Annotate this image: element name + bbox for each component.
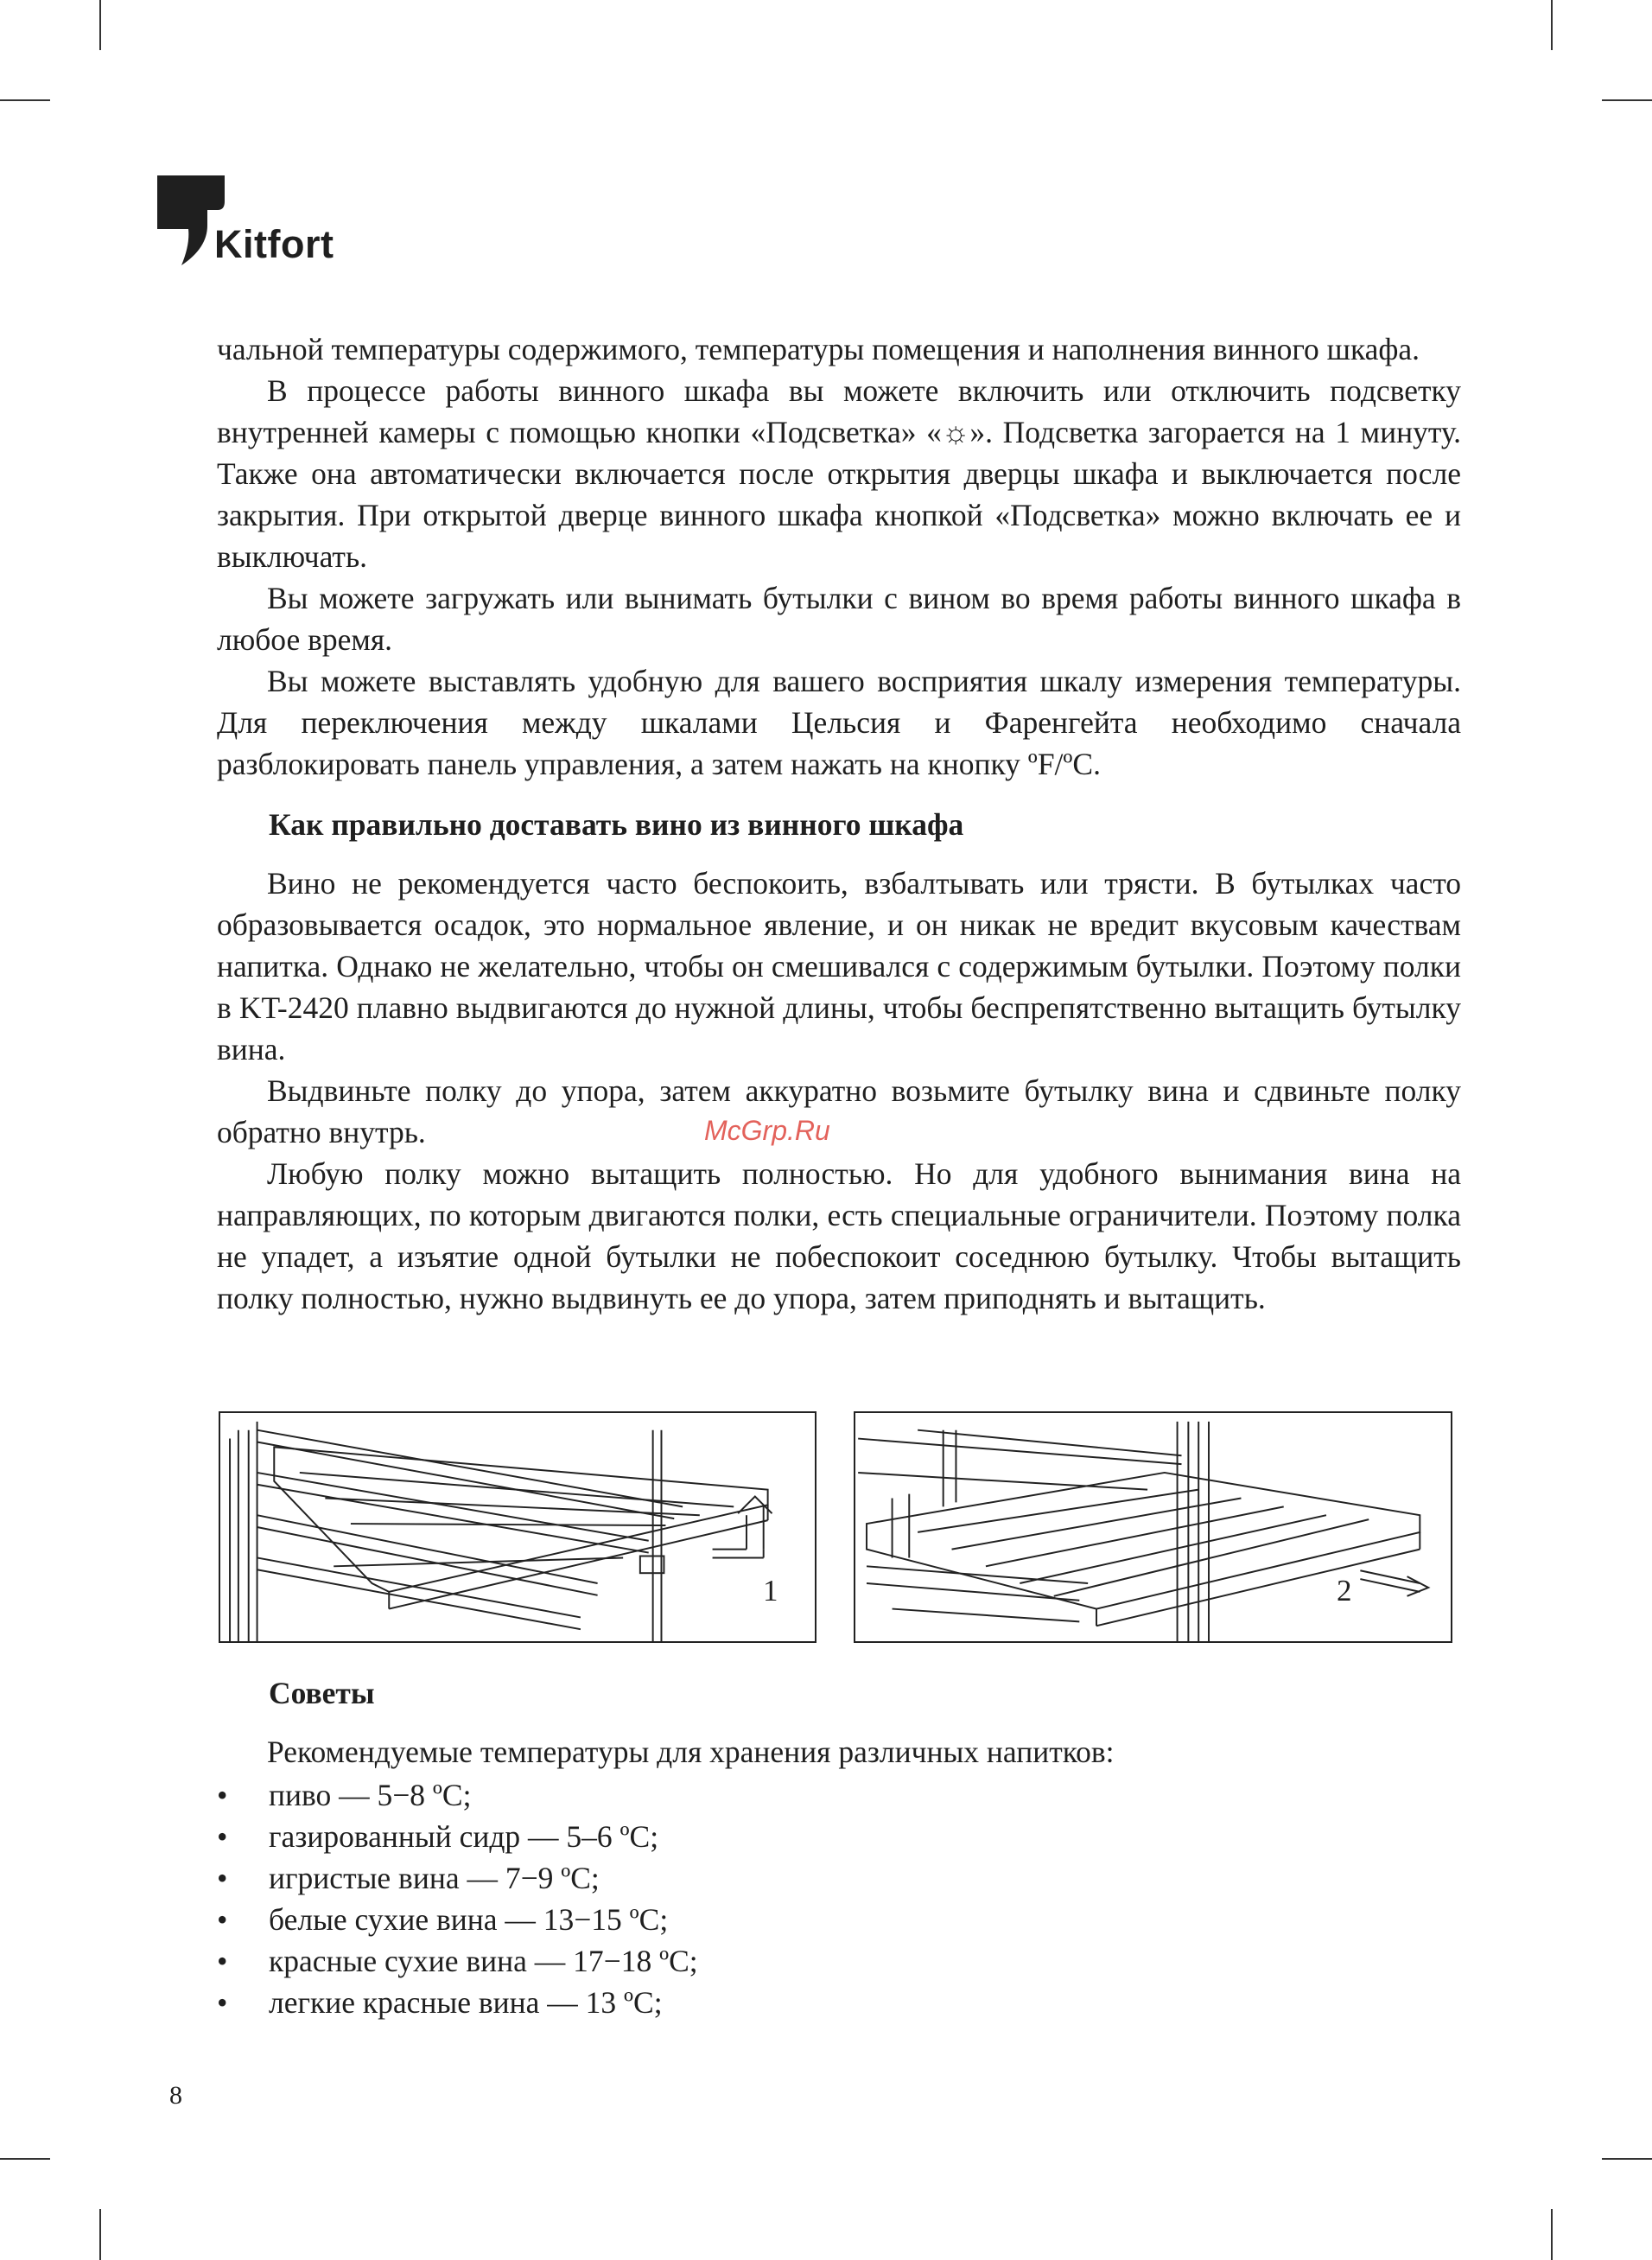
tips-section bbox=[217, 1672, 1461, 2023]
figure-number: 2 bbox=[1337, 1574, 1352, 1607]
paragraph: чальной температуры содержимого, температуры помещения и наполнения винного шкафа. bbox=[217, 332, 1420, 366]
list-item-text: легкие красные вина — 13 ºC; bbox=[269, 1985, 663, 2020]
crop-mark bbox=[0, 99, 50, 101]
list-item bbox=[217, 1940, 1461, 1982]
list-item bbox=[217, 1899, 1461, 1940]
crop-mark bbox=[1551, 0, 1553, 50]
bullet: • bbox=[217, 1778, 228, 1812]
page-number: 8 bbox=[169, 2081, 182, 2110]
bullet: • bbox=[217, 1819, 228, 1854]
figures-row bbox=[219, 1411, 1452, 1643]
list-item-text: игристые вина — 7−9 ºC; bbox=[269, 1861, 600, 1895]
crop-mark bbox=[1602, 2158, 1652, 2160]
brand-logo bbox=[157, 175, 356, 271]
paragraph: Вы можете выставлять удобную для вашего восприятия шкалу измерения температуры. Для переключения между шкалами Цельсия и Фаренгейта необходимо сначала разблокировать панель управления, а затем нажать на кнопку ºF/ºC. bbox=[217, 664, 1461, 781]
tips-heading: Советы bbox=[269, 1676, 375, 1710]
bullet: • bbox=[217, 1902, 228, 1937]
watermark: McGrp.Ru bbox=[704, 1115, 830, 1146]
list-item-text: красные сухие вина — 17−18 ºC; bbox=[269, 1944, 698, 1978]
crop-mark bbox=[99, 2209, 101, 2260]
list-item-text: газированный сидр — 5–6 ºC; bbox=[269, 1819, 659, 1854]
figure-shelf-pull bbox=[219, 1411, 816, 1643]
list-item-text: пиво — 5−8 ºC; bbox=[269, 1778, 472, 1812]
shelf-remove-illustration bbox=[855, 1413, 1451, 1641]
paragraph: Любую полку можно вытащить полностью. Но для удобного вынимания вина на направляющих, по которым двигаются полки, есть специальные ограничители. Поэтому полка не упадет, а изъятие одной бутылки не побеспокоит соседнюю бутылку. Чтобы вытащить полку полностью, нужно выдвинуть ее до упора, затем приподнять и вытащить. bbox=[217, 1156, 1461, 1315]
crop-mark bbox=[1602, 99, 1652, 101]
figure-number: 1 bbox=[763, 1574, 778, 1607]
bullet: • bbox=[217, 1944, 228, 1978]
crop-mark bbox=[99, 0, 101, 50]
list-item bbox=[217, 1982, 1461, 2023]
paragraph: В процессе работы винного шкафа вы можете включить или отключить подсветку внутренней камеры с помощью кнопки «Подсветка» «☼». Подсветка загорается на 1 минуту. Также она автоматически включается после открытия дверцы шкафа и выключается после закрытия. При открытой дверце винного шкафа кнопкой «Подсветка» можно включать ее и выключать. bbox=[217, 373, 1461, 574]
paragraph: Вино не рекомендуется часто беспокоить, взбалтывать или трясти. В бутылках часто образовывается осадок, это нормальное явление, и он никак не вредит вкусовым качествам напитка. Однако не желательно, чтобы он смешивался с содержимым бутылки. Поэтому полки в KT-2420 плавно выдвигаются до нужной длины, чтобы беспрепятственно вытащить бутылку вина. bbox=[217, 866, 1461, 1066]
section-heading: Как правильно доставать вино из винного шкафа bbox=[269, 807, 964, 842]
list-item bbox=[217, 1774, 1461, 1816]
main-text bbox=[217, 328, 1461, 1319]
shelf-pull-illustration bbox=[220, 1413, 815, 1641]
temperature-list bbox=[217, 1774, 1461, 2023]
brand-name: Kitfort bbox=[214, 222, 334, 266]
paragraph: Вы можете загружать или вынимать бутылки с вином во время работы винного шкафа в любое время. bbox=[217, 581, 1461, 657]
crop-mark bbox=[1551, 2209, 1553, 2260]
tips-intro: Рекомендуемые температуры для хранения различных напитков: bbox=[267, 1735, 1115, 1769]
paragraph: Выдвиньте полку до упора, затем аккуратно возьмите бутылку вина и сдвиньте полку обратно внутрь. bbox=[217, 1073, 1461, 1149]
list-item bbox=[217, 1816, 1461, 1857]
list-item bbox=[217, 1857, 1461, 1899]
crop-mark bbox=[0, 2158, 50, 2160]
list-item-text: белые сухие вина — 13−15 ºC; bbox=[269, 1902, 669, 1937]
figure-shelf-remove bbox=[854, 1411, 1452, 1643]
bullet: • bbox=[217, 1985, 228, 2020]
bullet: • bbox=[217, 1861, 228, 1895]
